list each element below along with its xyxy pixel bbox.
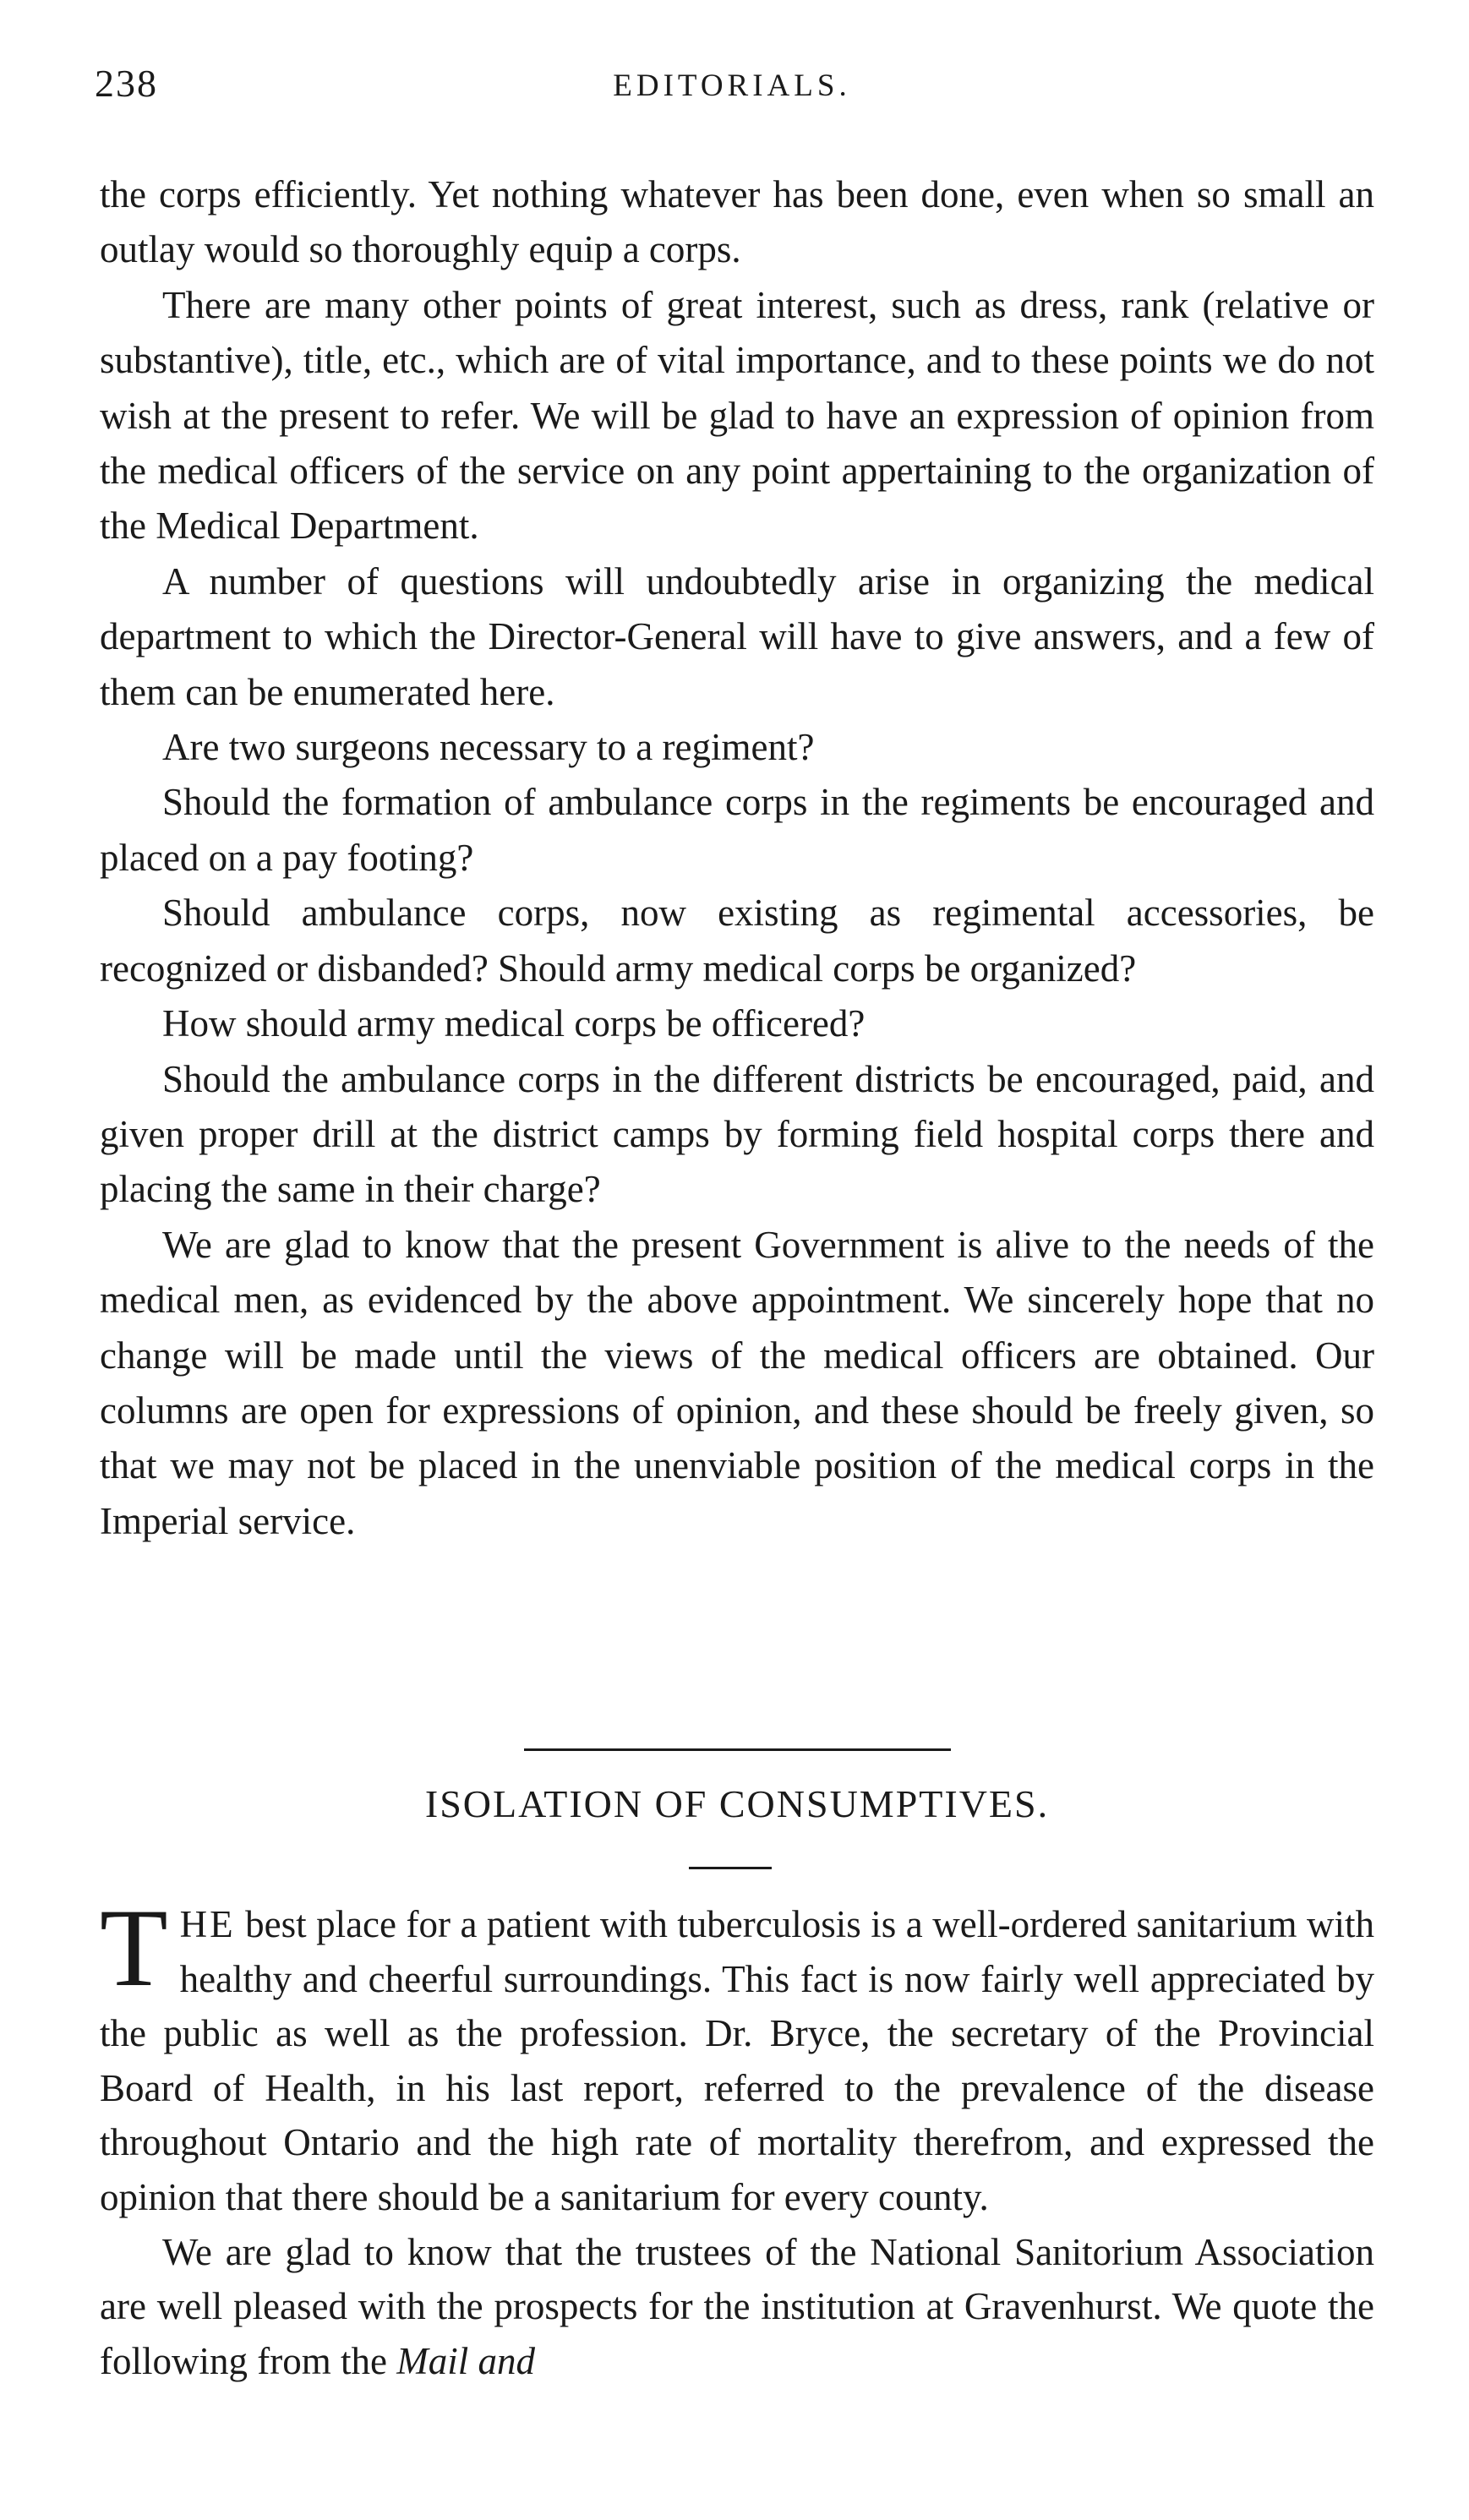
paragraph: A number of questions will undoubtedly arise in organizing the medical department to which the Director-General will have to give answers, and a few of them can be enumerated here. [100,559,1374,713]
question: How should army medical corps be officered? [162,1002,866,1045]
editorial-continued-text [100,167,1374,1549]
newspaper-title: Mail and [396,2339,535,2382]
drop-cap: T [100,1885,168,2010]
article-body [100,1885,1374,2388]
running-head: EDITORIALS. [613,68,851,103]
question: Should the ambulance corps in the different districts be encouraged, paid, and given proper drill at the district camps by forming field hospital corps there and placing the same in their charge? [100,1057,1374,1211]
article-paragraph [100,1885,1374,2225]
article-title: ISOLATION OF CONSUMPTIVES. [424,1782,1050,1825]
question: Should ambulance corps, now existing as regimental accessories, be recognized or disbanded? Should army medical corps be organized? [100,892,1374,990]
question: Should the formation of ambulance corps in the regiments be encouraged and placed on a pay footing? [100,781,1374,879]
paragraph: the corps efficiently. Yet nothing whatever has been done, even when so small an outlay would so thoroughly equip a corps. [100,173,1374,271]
page-number: 238 [95,62,158,105]
paragraph: There are many other points of great interest, such as dress, rank (relative or substantive), title, etc., which are of vital importance, and to these points we do not wish at the present to refer. We will be glad to have an expression of opinion from the medical officers of the service on any point appertaining to the organization of the Medical Department. [100,283,1374,548]
title-underline [689,1867,772,1869]
paragraph-text: best place for a patient with tuberculosis is a well-ordered sanitarium with healthy and cheerful surroundings. This fact is now fairly well appreciated by the public as well as the profession. Dr. Bryce, the secretary of the Provincial Board of Health, in his last report, referred to the prevalence of the disease throughout Ontario and the high rate of mortality therefrom, and expressed the opinion that there should be a sanitarium for every county. [100,1903,1374,2218]
article-paragraph [100,2225,1374,2389]
paragraph-text: We are glad to know that the trustees of the National Sanitorium Association are well pleased with the prospects for the institution at Gravenhurst. We quote the following from the [100,2230,1374,2382]
opening-word: HE [179,1903,236,1945]
question: Are two surgeons necessary to a regiment? [162,726,815,769]
page-header [95,61,1369,120]
section-divider [524,1748,951,1751]
paragraph: We are glad to know that the present Government is alive to the needs of the medical men, as evidenced by the above appointment. We sincerely hope that no change will be made until the views of the medical officers are obtained. Our columns are open for expressions of opinion, and these should be freely given, so that we may not be placed in the unenviable position of the medical corps in the Imperial service. [100,1223,1374,1542]
